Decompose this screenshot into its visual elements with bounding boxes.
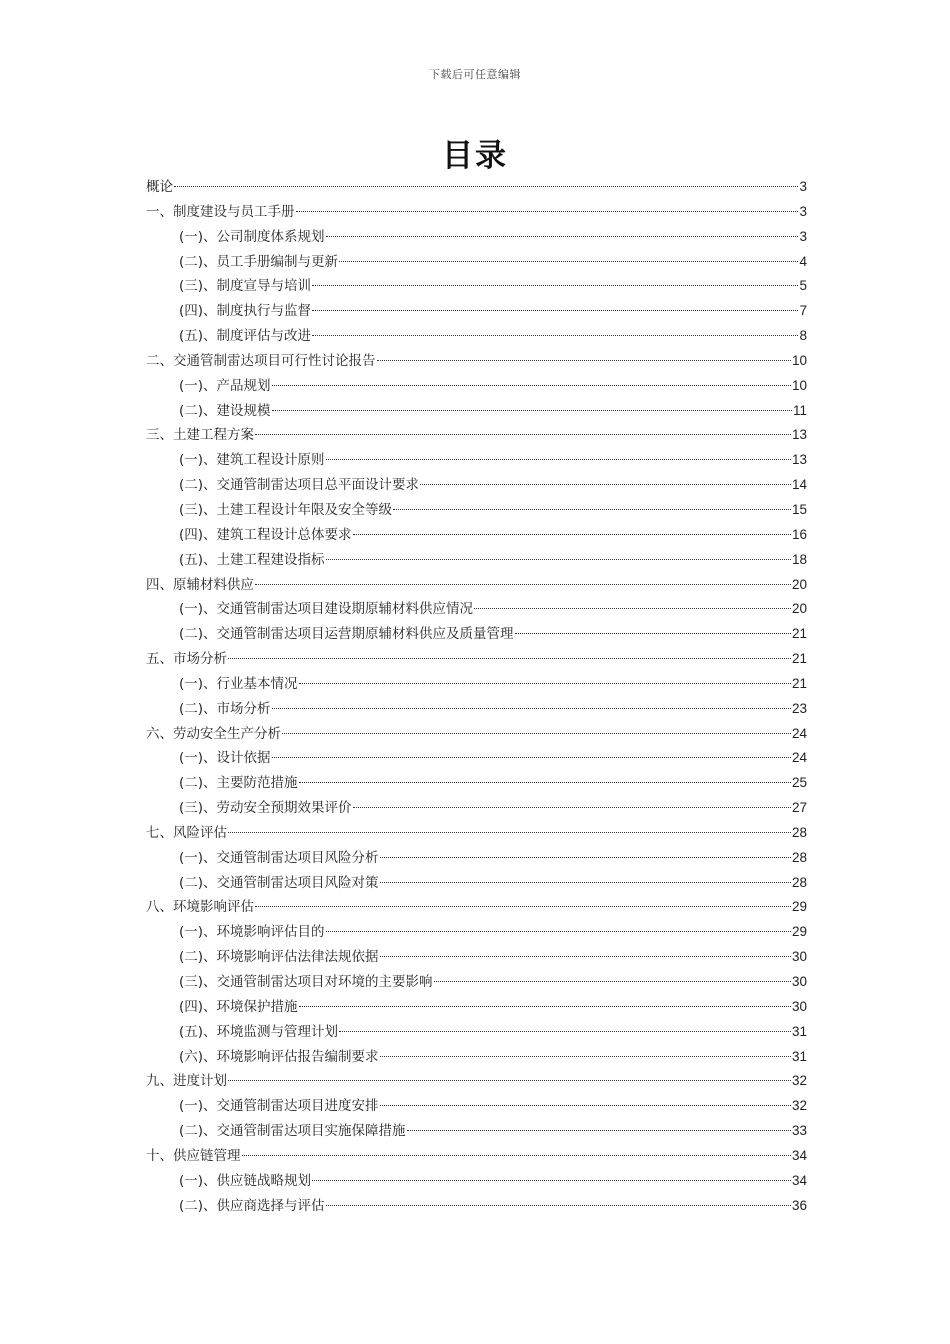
- toc-dot-leader: [299, 1006, 791, 1007]
- toc-entry[interactable]: [146, 399, 807, 424]
- toc-entry[interactable]: [146, 523, 807, 548]
- toc-entry-label: (三)、劳动安全预期效果评价: [179, 800, 352, 817]
- toc-dot-leader: [434, 981, 791, 982]
- toc-dot-leader: [312, 285, 798, 286]
- toc-entry-label: (一)、交通管制雷达项目建设期原辅材料供应情况: [179, 601, 474, 618]
- toc-dot-leader: [377, 360, 791, 361]
- toc-entry[interactable]: [146, 622, 807, 647]
- toc-dot-leader: [174, 186, 798, 187]
- toc-entry[interactable]: [146, 821, 807, 846]
- toc-entry[interactable]: [146, 796, 807, 821]
- toc-dot-leader: [353, 807, 791, 808]
- toc-entry-label: 十、供应链管理: [146, 1147, 241, 1164]
- toc-entry-label: (五)、环境监测与管理计划: [179, 1023, 339, 1040]
- toc-entry-page-number: 30: [791, 974, 807, 989]
- toc-entry-page-number: 16: [791, 526, 807, 542]
- toc-entry[interactable]: [146, 647, 807, 672]
- toc-entry-page-number: 21: [791, 651, 807, 667]
- toc-entry[interactable]: [146, 722, 807, 747]
- toc-entry-page-number: 5: [799, 278, 807, 294]
- toc-dot-leader: [326, 1205, 791, 1206]
- toc-dot-leader: [393, 509, 791, 510]
- toc-entry-page-number: 14: [791, 477, 807, 493]
- toc-entry-page-number: 11: [792, 402, 807, 418]
- toc-entry-label: 六、劳动安全生产分析: [146, 725, 281, 742]
- toc-entry-label: (一)、交通管制雷达项目风险分析: [179, 849, 379, 866]
- toc-entry[interactable]: [146, 225, 807, 250]
- toc-entry-label: (一)、环境影响评估目的: [179, 924, 325, 941]
- toc-entry-page-number: 29: [791, 924, 807, 940]
- toc-entry-page-number: 28: [791, 849, 807, 865]
- toc-dot-leader: [312, 1180, 791, 1181]
- toc-entry-page-number: 24: [791, 750, 807, 766]
- toc-dot-leader: [312, 335, 798, 336]
- toc-entry-label: (二)、建设规模: [179, 402, 271, 419]
- toc-entry[interactable]: [146, 1094, 807, 1119]
- toc-entry[interactable]: [146, 349, 807, 374]
- toc-dot-leader: [228, 832, 791, 833]
- toc-entry-page-number: 30: [791, 949, 807, 965]
- toc-entry-page-number: 13: [791, 427, 807, 443]
- toc-dot-leader: [407, 1130, 791, 1131]
- toc-entry-page-number: 8: [799, 328, 807, 344]
- toc-entry-page-number: 23: [791, 700, 807, 716]
- toc-entry-label: 概论: [146, 179, 173, 195]
- toc-entry[interactable]: [146, 871, 807, 896]
- toc-dot-leader: [474, 608, 791, 609]
- toc-entry[interactable]: [146, 746, 807, 771]
- toc-entry-label: (二)、交通管制雷达项目实施保障措施: [179, 1123, 406, 1140]
- toc-dot-leader: [228, 1080, 791, 1081]
- toc-entry[interactable]: [146, 573, 807, 598]
- toc-entry-page-number: 3: [799, 179, 807, 194]
- toc-entry[interactable]: [146, 1194, 807, 1219]
- toc-entry-page-number: 20: [791, 601, 807, 617]
- toc-entry-label: 三、土建工程方案: [146, 427, 254, 444]
- toc-dot-leader: [299, 683, 791, 684]
- toc-entry-page-number: 32: [791, 1098, 807, 1114]
- toc-entry[interactable]: [146, 995, 807, 1020]
- toc-entry-label: (二)、交通管制雷达项目运营期原辅材料供应及质量管理: [179, 626, 514, 643]
- toc-entry-page-number: 21: [791, 626, 807, 642]
- toc-dot-leader: [326, 931, 791, 932]
- toc-entry-page-number: 34: [791, 1172, 807, 1188]
- toc-entry[interactable]: [146, 945, 807, 970]
- toc-entry[interactable]: [146, 448, 807, 473]
- toc-entry[interactable]: [146, 274, 807, 299]
- toc-entry-page-number: 25: [791, 775, 807, 791]
- toc-title: 目录: [442, 138, 508, 174]
- toc-entry[interactable]: [146, 970, 807, 995]
- toc-dot-leader: [353, 534, 791, 535]
- toc-entry-page-number: 18: [791, 551, 807, 567]
- toc-entry-page-number: 32: [791, 1073, 807, 1089]
- toc-entry-page-number: 27: [791, 800, 807, 816]
- toc-entry-page-number: 30: [791, 998, 807, 1014]
- toc-dot-leader: [380, 1105, 791, 1106]
- toc-entry-page-number: 20: [791, 576, 807, 592]
- toc-entry-page-number: 34: [791, 1147, 807, 1163]
- toc-entry-label: 八、环境影响评估: [146, 899, 254, 916]
- toc-entry-page-number: 36: [791, 1197, 807, 1213]
- toc-entry[interactable]: [146, 473, 807, 498]
- toc-entry[interactable]: [146, 1119, 807, 1144]
- toc-dot-leader: [380, 1056, 791, 1057]
- toc-entry[interactable]: [146, 423, 807, 448]
- toc-entry[interactable]: [146, 920, 807, 945]
- toc-entry-page-number: 28: [791, 874, 807, 890]
- toc-entry[interactable]: [146, 771, 807, 796]
- toc-entry-page-number: 10: [791, 377, 807, 393]
- toc-dot-leader: [296, 211, 799, 212]
- toc-entry-label: (三)、土建工程设计年限及安全等级: [179, 501, 393, 518]
- toc-entry-page-number: 7: [799, 303, 807, 319]
- toc-dot-leader: [326, 559, 791, 560]
- toc-entry-page-number: 3: [799, 203, 807, 219]
- toc-dot-leader: [272, 410, 792, 411]
- toc-dot-leader: [380, 956, 791, 957]
- toc-dot-leader: [339, 1031, 791, 1032]
- toc-entry[interactable]: [146, 324, 807, 349]
- toc-dot-leader: [299, 782, 791, 783]
- toc-dot-leader: [242, 1155, 791, 1156]
- toc-entry[interactable]: [146, 597, 807, 622]
- toc-entry[interactable]: [146, 1069, 807, 1094]
- toc-entry[interactable]: [146, 1144, 807, 1169]
- toc-entry[interactable]: [146, 250, 807, 275]
- toc-entry[interactable]: [146, 200, 807, 225]
- toc-entry[interactable]: [146, 299, 807, 324]
- toc-entry[interactable]: [146, 548, 807, 573]
- toc-entry-page-number: 33: [791, 1123, 807, 1139]
- toc-entry-page-number: 15: [791, 501, 807, 517]
- toc-entry[interactable]: [146, 498, 807, 523]
- toc-dot-leader: [380, 857, 791, 858]
- toc-entry-page-number: 29: [791, 899, 807, 915]
- toc-dot-leader: [282, 733, 791, 734]
- toc-entry-label: 七、风险评估: [146, 824, 227, 841]
- toc-entry-label: (二)、交通管制雷达项目风险对策: [179, 874, 379, 891]
- toc-entry[interactable]: [146, 846, 807, 871]
- toc-entry-label: 五、市场分析: [146, 651, 227, 668]
- toc-entry-page-number: 21: [791, 675, 807, 691]
- toc-dot-leader: [312, 310, 798, 311]
- toc-entry-label: (二)、供应商选择与评估: [179, 1197, 325, 1214]
- toc-entry-label: (五)、土建工程建设指标: [179, 551, 325, 568]
- toc-entry[interactable]: [146, 672, 807, 697]
- toc-entry-label: (二)、交通管制雷达项目总平面设计要求: [179, 477, 420, 494]
- toc-entry-page-number: 13: [791, 452, 807, 468]
- toc-entry-label: 二、交通管制雷达项目可行性讨论报告: [146, 352, 376, 369]
- toc-dot-leader: [339, 261, 798, 262]
- toc-entry-page-number: 31: [791, 1048, 807, 1064]
- page-header-note: 下载后可任意编辑: [429, 68, 521, 81]
- toc-entry-label: (三)、交通管制雷达项目对环境的主要影响: [179, 974, 433, 990]
- toc-dot-leader: [420, 484, 791, 485]
- toc-dot-leader: [272, 757, 791, 758]
- toc-entry-label: (六)、环境影响评估报告编制要求: [179, 1048, 379, 1065]
- toc-entry-label: (一)、交通管制雷达项目进度安排: [179, 1098, 379, 1115]
- toc-entry[interactable]: [146, 697, 807, 722]
- toc-entry-page-number: 10: [791, 352, 807, 368]
- toc-entry-label: (一)、设计依据: [179, 750, 271, 767]
- toc-entry-label: (四)、环境保护措施: [179, 998, 298, 1015]
- toc-entry-label: (一)、供应链战略规划: [179, 1172, 312, 1189]
- toc-entry-label: (二)、员工手册编制与更新: [179, 253, 339, 270]
- toc-dot-leader: [380, 882, 791, 883]
- toc-entry-label: (二)、环境影响评估法律法规依据: [179, 949, 379, 966]
- toc-dot-leader: [326, 459, 791, 460]
- toc-dot-leader: [326, 236, 799, 237]
- toc-entry-label: (三)、制度宣导与培训: [179, 278, 312, 295]
- toc-dot-leader: [255, 434, 791, 435]
- toc-entry-label: (一)、产品规划: [179, 377, 271, 394]
- toc-entry[interactable]: [146, 1169, 807, 1194]
- toc-dot-leader: [228, 658, 791, 659]
- toc-entry[interactable]: [146, 1020, 807, 1045]
- toc-entry-label: (二)、市场分析: [179, 700, 271, 717]
- toc-entry[interactable]: [146, 175, 807, 200]
- toc-entry-label: 一、制度建设与员工手册: [146, 203, 295, 220]
- toc-dot-leader: [255, 906, 791, 907]
- toc-entry-label: 九、进度计划: [146, 1073, 227, 1090]
- toc-entry-page-number: 3: [799, 228, 807, 244]
- toc-entry-label: (一)、公司制度体系规划: [179, 228, 325, 245]
- toc-entry-label: (四)、建筑工程设计总体要求: [179, 526, 352, 543]
- toc-entry[interactable]: [146, 1045, 807, 1070]
- toc-dot-leader: [255, 584, 791, 585]
- toc-dot-leader: [272, 385, 791, 386]
- toc-entry-page-number: 4: [799, 253, 807, 269]
- toc-entry-label: (一)、建筑工程设计原则: [179, 452, 325, 469]
- toc-entry[interactable]: [146, 895, 807, 920]
- table-of-contents: [146, 175, 807, 1218]
- toc-entry-label: (二)、主要防范措施: [179, 775, 298, 792]
- toc-entry-page-number: 28: [791, 824, 807, 840]
- toc-entry-page-number: 24: [791, 725, 807, 741]
- toc-dot-leader: [272, 708, 791, 709]
- toc-entry-label: (五)、制度评估与改进: [179, 328, 312, 345]
- toc-entry-label: (一)、行业基本情况: [179, 675, 298, 692]
- toc-dot-leader: [515, 633, 791, 634]
- toc-entry-label: (四)、制度执行与监督: [179, 303, 312, 320]
- toc-entry-page-number: 31: [791, 1023, 807, 1039]
- toc-entry-label: 四、原辅材料供应: [146, 576, 254, 593]
- toc-entry[interactable]: [146, 374, 807, 399]
